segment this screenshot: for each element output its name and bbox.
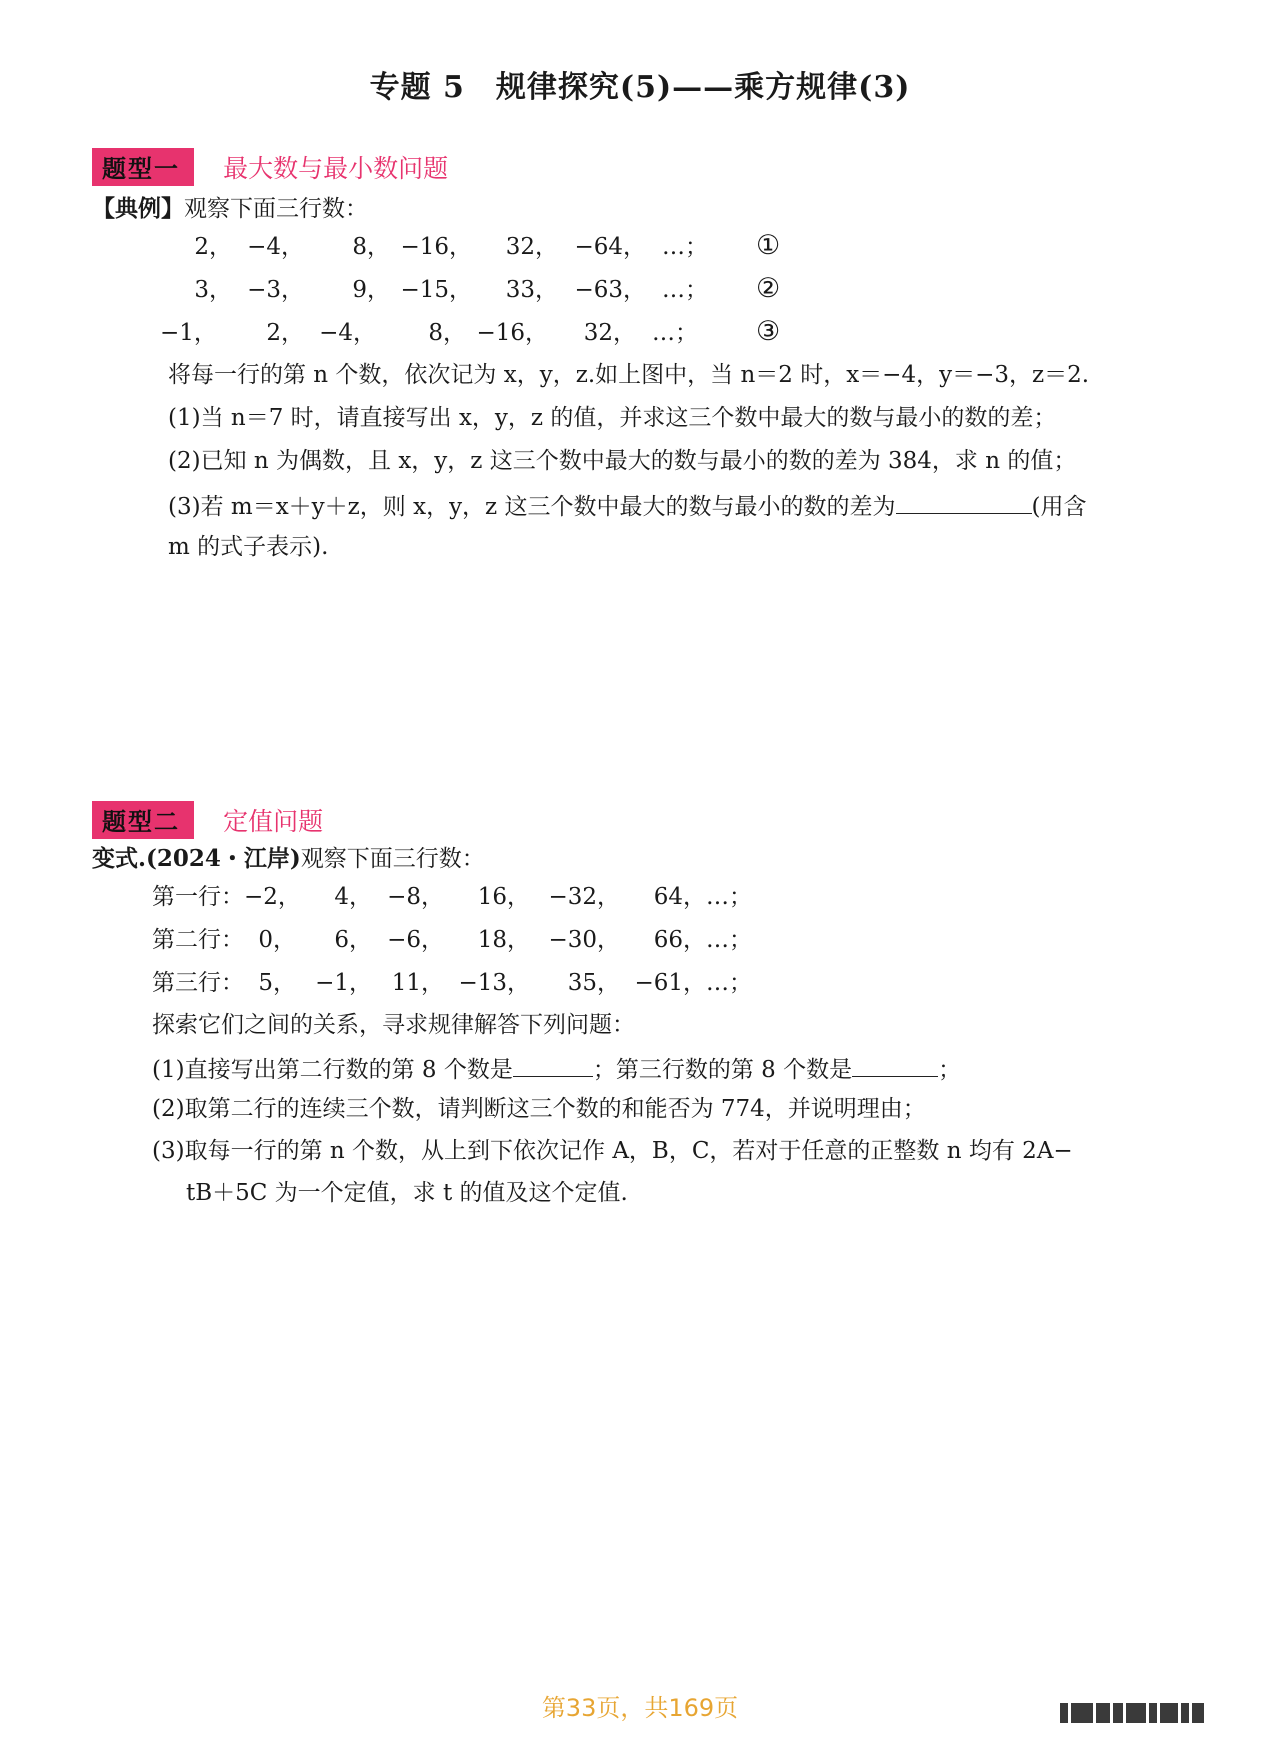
question-1-text: (1)直接写出第二行数的第 8 个数是	[152, 1057, 513, 1083]
row-label: 第三行：	[152, 970, 244, 996]
example-intro-text: 观察下面三行数：	[184, 196, 368, 222]
row-1-value: 8，	[352, 234, 390, 260]
row-value: 35，	[567, 970, 620, 996]
definition-line: 将每一行的第 n 个数，依次记为 x，y，z.如上图中，当 n＝2 时，x＝−4，y＝−3，z＝2.	[168, 362, 1090, 388]
section-1-tag: 题型一	[92, 148, 194, 186]
row-value: −2，	[244, 884, 301, 910]
row-label: 第一行：	[152, 884, 244, 910]
row-3-value: 2，	[266, 320, 304, 346]
row-value: 66，…；	[653, 927, 752, 953]
question-3: (3)取每一行的第 n 个数，从上到下依次记作 A，B，C，若对于任意的正整数 n 均有 2A−	[152, 1138, 1073, 1164]
row-2-value: −15，	[400, 277, 472, 303]
row-value: −6，	[387, 927, 444, 953]
section-2-tag: 题型二	[92, 801, 194, 839]
answer-blank[interactable]	[896, 491, 1032, 514]
section-1-header	[92, 148, 448, 186]
row-value: −32，	[548, 884, 620, 910]
variant-intro	[92, 845, 485, 874]
instruction-line: 探索它们之间的关系，寻求规律解答下列问题：	[152, 1012, 635, 1038]
variant-label: 变式.(2024・江岸)	[92, 845, 301, 872]
row-1-value: 32，	[505, 234, 558, 260]
row-1-value: 2，	[194, 234, 232, 260]
question-3-continuation: m 的式子表示).	[168, 534, 329, 560]
question-1: (1)当 n＝7 时，请直接写出 x，y，z 的值，并求这三个数中最大的数与最小的数的差；	[168, 405, 1057, 431]
row-2-value: 3，	[194, 277, 232, 303]
row-value: 4，	[334, 884, 372, 910]
example-label: 【典例】	[92, 195, 184, 222]
sequence-row-3	[160, 320, 698, 348]
row-3-value: 32，	[583, 320, 636, 346]
section-1-heading: 最大数与最小数问题	[223, 154, 449, 183]
row-value: 16，	[477, 884, 530, 910]
row-3-value: −1，	[160, 320, 217, 346]
page-footer: 第33页，共169页	[541, 1694, 739, 1722]
row-value: 6，	[334, 927, 372, 953]
question-3-continuation: tB＋5C 为一个定值，求 t 的值及这个定值.	[186, 1180, 628, 1206]
row-1-marker: ①	[756, 230, 781, 261]
answer-blank[interactable]	[513, 1054, 593, 1077]
row-2-value: …；	[662, 277, 708, 303]
sequence-row-1	[180, 234, 708, 262]
question-2: (2)取第二行的连续三个数，请判断这三个数的和能否为 774，并说明理由；	[152, 1096, 926, 1122]
row-label: 第二行：	[152, 927, 244, 953]
row-3-marker: ③	[756, 316, 781, 347]
row-value: −30，	[548, 927, 620, 953]
question-1-middle: ；第三行数的第 8 个数是	[592, 1057, 853, 1083]
row-1-value: …；	[662, 234, 708, 260]
table-row	[152, 970, 752, 998]
question-3	[168, 491, 1086, 522]
row-value: 18，	[477, 927, 530, 953]
row-2-value: 33，	[505, 277, 558, 303]
row-value: −13，	[458, 970, 530, 996]
row-1-value: −4，	[247, 234, 304, 260]
row-value: 11，	[391, 970, 444, 996]
question-3-text: (3)若 m＝x＋y＋z，则 x，y，z 这三个数中最大的数与最小的数的差为	[168, 494, 896, 520]
section-2-header	[92, 801, 323, 839]
row-value: 0，	[258, 927, 296, 953]
row-value: 64，…；	[653, 884, 752, 910]
row-1-value: −16，	[400, 234, 472, 260]
row-2-value: −63，	[574, 277, 646, 303]
row-3-value: 8，	[428, 320, 466, 346]
example-intro	[92, 195, 368, 224]
row-value: 5，	[258, 970, 296, 996]
row-2-marker: ②	[756, 273, 781, 304]
question-1-end: ；	[938, 1057, 962, 1083]
row-value: −1，	[315, 970, 372, 996]
row-3-value: −4，	[319, 320, 376, 346]
question-3-suffix: (用含	[1031, 494, 1087, 520]
table-row	[152, 884, 752, 912]
question-1	[152, 1054, 961, 1085]
row-value: −8，	[387, 884, 444, 910]
row-2-value: 9，	[352, 277, 390, 303]
row-2-value: −3，	[247, 277, 304, 303]
row-1-value: −64，	[574, 234, 646, 260]
row-3-value: −16，	[476, 320, 548, 346]
table-row	[152, 927, 752, 955]
question-2: (2)已知 n 为偶数，且 x，y，z 这三个数中最大的数与最小的数的差为 384，求 n 的值；	[168, 448, 1077, 474]
page-title: 专题 5 规律探究(5)——乘方规律(3)	[369, 70, 911, 105]
row-value: −61，…；	[634, 970, 752, 996]
section-2-heading: 定值问题	[223, 807, 324, 836]
variant-intro-text: 观察下面三行数：	[300, 846, 485, 872]
row-3-value: …；	[652, 320, 698, 346]
answer-blank[interactable]	[852, 1054, 938, 1077]
sequence-row-2	[180, 277, 708, 305]
watermark-logo	[1060, 1703, 1240, 1725]
